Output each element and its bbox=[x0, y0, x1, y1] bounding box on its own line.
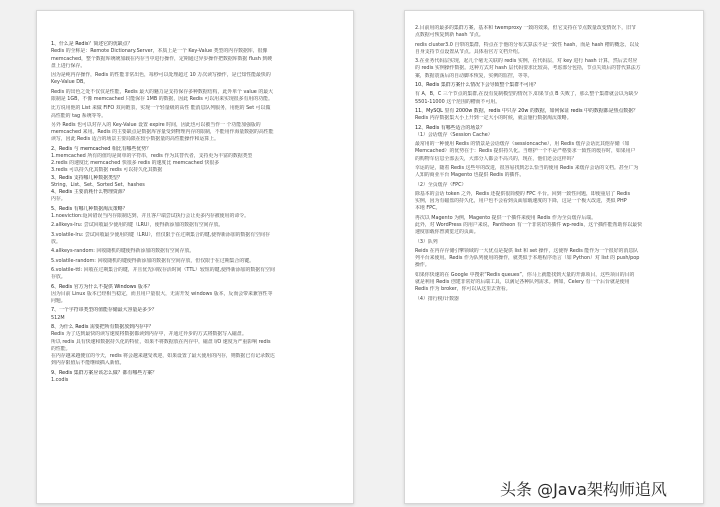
text-line: 读写，因此 Redis 适合的场景主要局限在较小数据量的高性能操作和运算上。 bbox=[51, 136, 219, 143]
text-line: 512M bbox=[51, 314, 65, 321]
text-line: 所以 redis 具有快速和数据持久化的特征，如果不将数据放在内存中，磁盘 I/O 速度为严重影响 redis bbox=[51, 338, 271, 345]
text-line: 最常用的一种使用 Redis 的情景是会话缓存（sessioncache），用 Redis 缓存会话比其他存储（如 bbox=[415, 141, 630, 148]
question-heading: 6、Redis 官方为什么不提供 Windows 版本？ bbox=[51, 283, 153, 290]
text-line: 3.redis 可以持久化其数据 redis 可以持久化其数据 bbox=[51, 167, 163, 174]
text-line: 到内存限值后不能继续插入新值。 bbox=[51, 360, 125, 367]
text-line: 6.volatile-ttl: 回收在过期集合的键，并且优先回收存活时间（TTL）较短的键,使得新添加的数据有空间 bbox=[51, 267, 275, 274]
text-line: 点数据可恢复到新 hash 节点。 bbox=[415, 32, 484, 39]
text-line: 就是利用 Redis 创建非常好的后端工具，以满足各种队列需求。例如，Celery 有一个后台就是使用 bbox=[415, 279, 630, 286]
text-line: 2.目前用的最多的集群方案，基本和 twemproxy 一致的效果，但它支持在节点数量改变情况下，旧节 bbox=[415, 25, 636, 31]
text-line: Redis 内存数据集大小上升到一定大小的时候，就会施行数据淘汰策略。 bbox=[415, 115, 572, 122]
text-line: 有 A，B，C 三个节点的集群,在没有复制模型的情况下,如果节点 B 失败了，那么整个集群就会以为缺少 bbox=[415, 91, 639, 98]
text-line: 因为目前 Linux 版本已经相当稳定，而且用户量很大，无需开发 windows 版本，反而会带来兼容性等 bbox=[51, 290, 273, 297]
text-line: Redis 的出色之处不仅仅是性能，Redis 最大的魅力是支持保存多种数据结构，此外单个 value 的最大 bbox=[51, 88, 274, 95]
text-line: 案，数据震荡后的自动脚本恢复，实例的监控，等等。 bbox=[415, 72, 533, 79]
watermark-text: 头条 @Java架构师追风 bbox=[500, 480, 667, 499]
text-line: redis cluster3.0 自带的集群，特点在于他的分布式算法不是一致性 hash，而是 hash 槽的概念，以及 bbox=[415, 41, 640, 48]
text-line: 如果你快速的在 Google 中搜索“Redis queues”，你马上就能找到大量的开源项目，这些项目的目的 bbox=[415, 271, 635, 278]
question-heading: 8、为什么 Redis 需要把所有数据放到内存中？ bbox=[51, 324, 154, 331]
text-line: 3.volatile-lru: 尝试回收最少使用的键（LRU），但仅限于在过期集合的键,使得新添加的数据有空间存 bbox=[51, 231, 270, 238]
text-line: Redis 作为 broker，你可以从这里去查看。 bbox=[415, 286, 511, 293]
text-line: 限制是 1GB，不像 memcached 只能保存 1MB 的数据，因此 Redis 可以用来实现很多有用的功能。 bbox=[51, 95, 273, 102]
question-heading: 9、Redis 集群方案应该怎么做？都有哪些方案？ bbox=[51, 369, 157, 376]
text-line: 内存。 bbox=[51, 196, 66, 203]
text-line: 1.codis bbox=[51, 376, 69, 383]
text-line: 5501-11000 这个范围的槽而不可用。 bbox=[415, 98, 501, 105]
text-line: 1.noeviction:返回错误当内存限制达到，并且客户端尝试执行会让更多内存被使用的命令。 bbox=[51, 213, 250, 220]
text-line: 实例，因为有磁盘的持久化，用户也不会看到页面加载速度的下降，这是一个极大改进，类似 PHP bbox=[415, 198, 627, 205]
text-line: 在内存越来越便宜的今天，redis 将会越来越受欢迎，如果设置了最大使用的内存，则数据已有记录数达 bbox=[51, 353, 275, 360]
text-line: 除基本的会话 token 之外，Redis 还提供很简便的 FPC 平台。回到一致性问题，即使重启了 Redis bbox=[415, 190, 631, 197]
question-heading: 7、一个字符串类型的值能存储最大容量是多少？ bbox=[51, 307, 157, 314]
question-heading: 5、Redis 有哪几种数据淘汰策略？ bbox=[51, 205, 128, 212]
text-line: 1.memcached 所有的值均是简单的字符串，redis 作为其替代者，支持更为丰富的数据类型 bbox=[51, 152, 253, 159]
text-line: 5.volatile-random: 回收随机的键使得新添加的数据有空间存放，但仅限于在过期集合的键。 bbox=[51, 257, 254, 264]
text-line: 再次以 Magento 为例，Magento 提供一个插件来使用 Redis 作为全页缓存后端。 bbox=[415, 214, 597, 221]
text-line: 存放。 bbox=[51, 274, 66, 281]
text-line: 4.allkeys-random: 回收随机的键使得新添加的数据有空间存放。 bbox=[51, 248, 195, 255]
text-line: 列平台来使用。Redis 作为队列使用的操作，就类似于本地程序语言（如 Python）对 list 的 push/pop bbox=[415, 255, 640, 262]
text-line: （1）会话缓存（Session Cache） bbox=[415, 131, 493, 138]
text-line: memcached 来用。Redis 的主要缺点是数据库容量受到物理内存的限制，不能用作海量数据的高性能 bbox=[51, 129, 274, 136]
text-line: Redis 的全称是：Remote Dictionary.Server，本质上是一个 Key-Value 类型的内存数据库，很像 bbox=[51, 48, 268, 55]
text-line: 操作。 bbox=[415, 262, 430, 269]
text-line: 人知的商业平台 Magento 也提供 Redis 的插件。 bbox=[415, 172, 525, 179]
text-line: Reids 在内存存储引擎领域的一大优点是提供 list 和 set 操作，这使得 Redis 能作为一个很好的消息队 bbox=[415, 247, 639, 254]
text-line: 盘上进行保存。 bbox=[51, 62, 86, 69]
question-heading: 1、什么是 Redis？简述它的优缺点？ bbox=[51, 41, 133, 47]
question-heading: 2、Redis 与 memcached 相比有哪些优势？ bbox=[51, 145, 152, 152]
text-line: 的购物车信息全部丢失，大部分人都会不高兴的，现在，他们还会这样吗？ bbox=[415, 155, 577, 162]
text-line: （3）队列 bbox=[415, 238, 438, 245]
text-line: （2）全页缓存（FPC） bbox=[415, 181, 467, 188]
text-line: 此外，对 WordPress 的用户来说，Pantheon 有一个非常好的插件 wp-redis，这个插件能帮助你以最快 bbox=[415, 222, 643, 229]
text-line: 比方说用他的 List 来做 FIFO 双向链表，实现一个轻量级的高性 能消息队列服务，用他的 Set 可以做 bbox=[51, 105, 271, 112]
text-line: 幸运的是，随着 Redis 这些年的改进，很容易找到怎么恰当的使用 Redis 来缓存会话的文档。甚至广为 bbox=[415, 165, 639, 171]
text-line: 2.allkeys-lru: 尝试回收最少使用的键（LRU），使得新添加的数据有空间存放。 bbox=[51, 222, 224, 229]
text-line: 2.redis 的速度比 memcached 快很多 redis 的速度比 memcached 快很多 bbox=[51, 160, 220, 167]
question-heading: 12、Redis 有哪些适合的场景？ bbox=[415, 124, 485, 131]
text-line: Key-Value DB。 bbox=[51, 79, 89, 86]
text-line: 的性能。 bbox=[51, 345, 71, 352]
text-line: 另外 Redis 也可以对存入的 Key-Value 设置 expire 时间，因此也可以被当作一 个功能加强版的 bbox=[51, 121, 261, 128]
document-page-right bbox=[404, 10, 704, 504]
text-line: String、List、Set、Sorted Set、hashes bbox=[51, 181, 145, 188]
question-heading: 4、Redis 主要消耗什么物理资源？ bbox=[51, 189, 128, 196]
text-line: Redis 为了达到最快的读写速度将数据都读到内存中，并通过异步的方式将数据写入磁盘。 bbox=[51, 331, 247, 338]
text-line: 本地 FPC。 bbox=[415, 205, 441, 212]
question-heading: 11、MySQL 里有 2000w 数据，redis 中只存 20w 的数据，如何保证 redis 中的数据都是热点数据？ bbox=[415, 107, 638, 114]
text-line: 速度加载你曾浏览过的页面。 bbox=[415, 229, 479, 236]
text-line: 问题。 bbox=[51, 298, 66, 305]
text-line: 自身支持节点设置从节点。具体看官方文档介绍。 bbox=[415, 48, 523, 55]
text-line: （4）排行榜/计数器 bbox=[415, 295, 459, 302]
text-line: 因为是纯内存操作，Redis 的性能非常出色，每秒可以处理超过 10 万次读写操作，是已知性能最快的 bbox=[51, 72, 271, 79]
document-page-left bbox=[36, 10, 354, 504]
text-line: memcached，整个数据库统统加载在内存当中进行操作，定期通过异步操作把数据库数据 flush 到硬 bbox=[51, 55, 273, 62]
question-heading: 3、Redis 支持哪几种数据类型？ bbox=[51, 174, 123, 181]
text-line: 的 redis 实例操作数据。这种方式对 hash 层代码要求比较高，考虑部分包括，节点失效后的替代算法方 bbox=[415, 65, 641, 72]
text-line: Memcached）的优势在于：Redis 提供持久化。当维护一个不是严格要求一致性的缓存时，如果用户 bbox=[415, 148, 636, 155]
question-heading: 10、Redis 集群方案什么情况下会导致整个集群不可用？ bbox=[415, 82, 539, 89]
text-line: 3.在业务代码层实现，起几个毫无关联的 redis 实例，在代码层，对 key 进行 hash 计算，然后去对应 bbox=[415, 58, 638, 65]
text-line: 高性能的 tag 系统等等。 bbox=[51, 112, 107, 119]
text-line: 放。 bbox=[51, 239, 61, 245]
